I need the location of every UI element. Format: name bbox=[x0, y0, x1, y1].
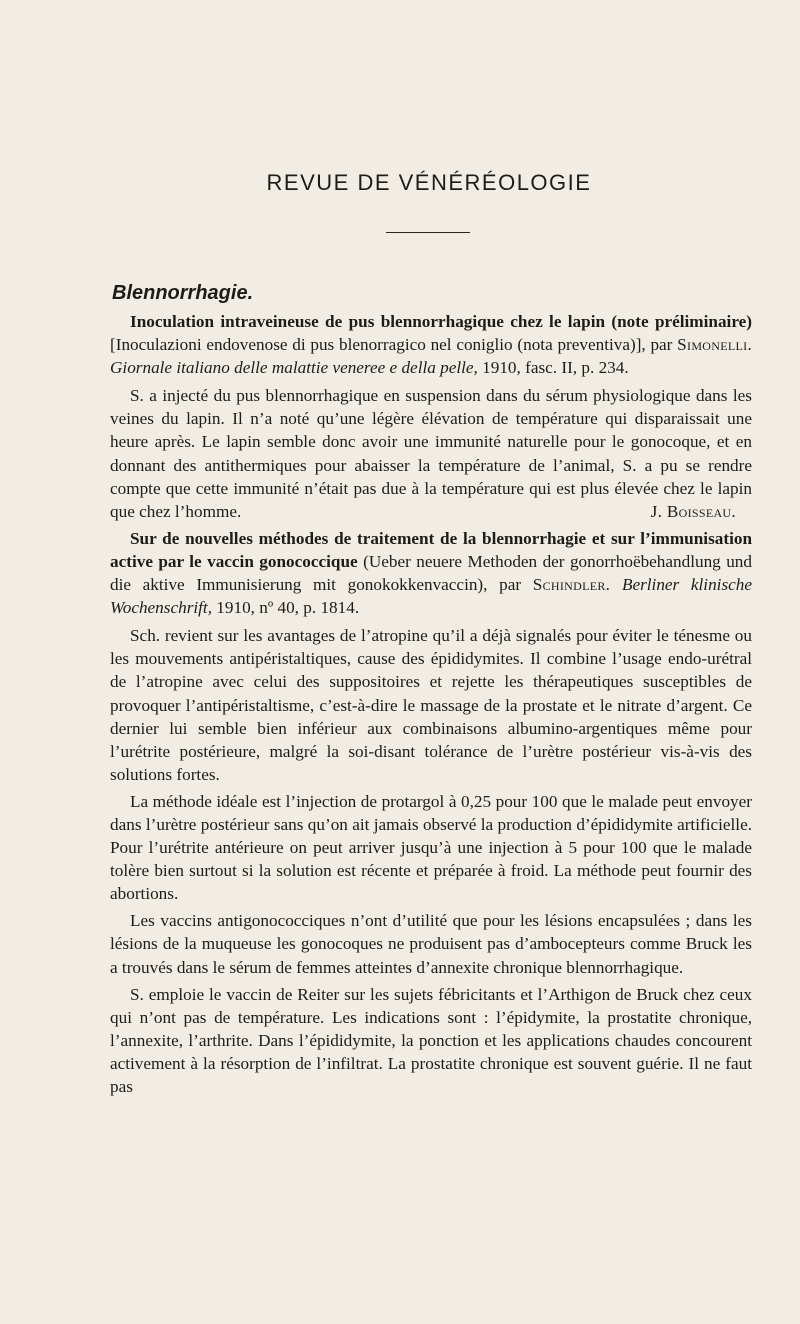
article-2-paragraph: Sch. revient sur les avantages de l’atropine qu’il a déjà signalés pour éviter le ténesme ou les mouvements antipéristaltiques, cause des épididymites. Il combine l’usage endo-urétral de l’atropine avec celui des suppositoires et rejette les thérapeutiques susceptibles de provoquer l’antipéristaltisme, c’est-à-dire le massage de la prostate et le nitrate d’argent. Ce dernier lui semble bien inférieur aux combinaisons albumino-argentiques même pour l’urétrite postérieure, malgré la soi-disant tolérance de l’urètre postérieur vis-à-vis des solutions fortes. bbox=[110, 626, 752, 784]
article-1-title: Inoculation intraveineuse de pus blennorrhagique chez le lapin (note préliminaire) bbox=[130, 312, 752, 331]
article-1-reference bbox=[110, 310, 752, 379]
article-2-author: Schindler. bbox=[532, 575, 611, 595]
article-1-ref-text: [Inoculazioni endovenose di pus blenorragico nel coniglio (nota preventiva)], par bbox=[110, 335, 673, 355]
article-2-title: Sur de nouvelles méthodes de traitement de la blennorrhagie et sur l’immunisation active par le vaccin gonococcique bbox=[110, 528, 752, 571]
article-1-paragraph bbox=[110, 384, 752, 523]
article-1-body: S. a injecté du pus blennorrhagique en suspension dans du sérum physiologique dans les veines du lapin. Il n’a noté qu’une légère élévation de température qui disparaissait une heure après. Le lapin semble donc avoir une immunité naturelle pour le gonocoque, et en donnant des antithermiques pour abaisser la température de l’animal, S. a pu se rendre compte que cette immunité n’était pas due à la température qui est plus élevée chez le lapin que chez l’homme. bbox=[110, 386, 752, 521]
article-2-ref-text: (Ueber neuere Methoden der gonorrhoëbehandlung und die aktive Immunisierung mit gonokokkenvaccin), par bbox=[110, 551, 752, 595]
page-header-title: REVUE DE VÉNÉRÉOLOGIE bbox=[266, 170, 592, 195]
article-2-paragraph: Les vaccins antigonococciques n’ont d’utilité que pour les lésions encapsulées ; dans les lésions de la muqueuse les gonocoques ne produisent pas d’ambocepteurs comme Bruck les a trouvés dans le sérum de femmes atteintes d’annexite chronique blennorrhagique. bbox=[110, 911, 752, 977]
article-1-ref-tail: 1910, fasc. II, p. 234. bbox=[482, 358, 629, 378]
article-1-author: Simonelli. bbox=[677, 335, 753, 355]
article-1-signature: J. Boisseau. bbox=[650, 501, 736, 521]
header-divider bbox=[386, 232, 470, 233]
article-body bbox=[110, 310, 752, 1102]
article-2-reference bbox=[110, 527, 752, 619]
section-heading: Blennorrhagie. bbox=[112, 282, 254, 304]
article-2-ref-tail: 1910, nº 40, p. 1814. bbox=[216, 598, 360, 618]
article-1-journal: Giornale italiano delle malattie veneree e della pelle, bbox=[110, 358, 478, 378]
article-2-paragraph: S. emploie le vaccin de Reiter sur les sujets fébricitants et l’Arthigon de Bruck chez ceux qui n’ont pas de température. Les indications sont : l’épidymite, la prostatite chronique, l’annexite, l’arthrite. Dans l’épididymite, la ponction et les applications chaudes concourent activement à la résorption de l’infiltrat. La prostatite chronique est souvent guérie. Il ne faut pas bbox=[110, 984, 752, 1096]
article-2-journal: Berliner klinische Wochenschrift, bbox=[110, 575, 752, 618]
article-2-paragraph: La méthode idéale est l’injection de protargol à 0,25 pour 100 que le malade peut envoyer dans l’urètre postérieur sans qu’on ait jamais observé la production d’épididymite artificielle. Pour l’urétrite antérieure on peut arriver jusqu’à une injection à 5 pour 100 que le malade tolère bien surtout si la solution est récente et préparée à froid. La méthode peut fournir des abortions. bbox=[110, 791, 752, 904]
